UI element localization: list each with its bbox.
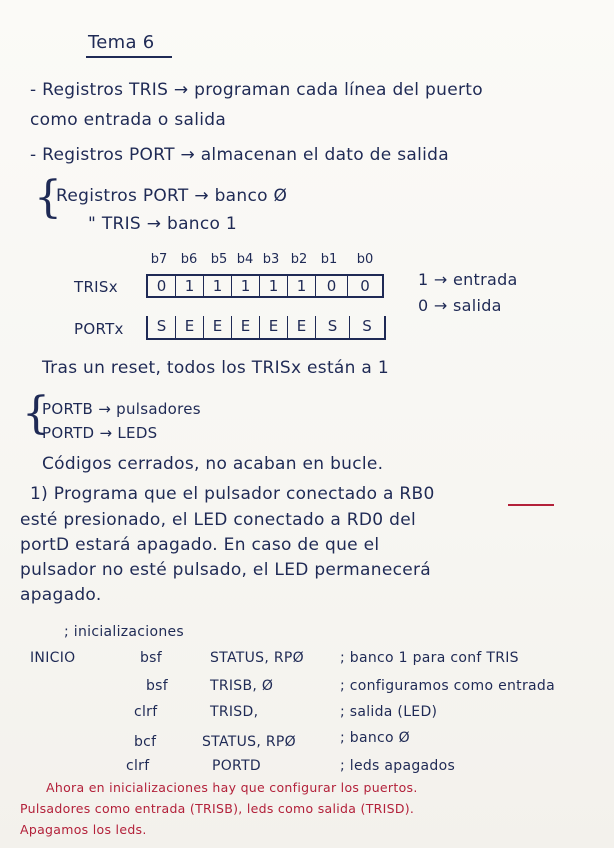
portx-bit: E bbox=[232, 316, 260, 338]
bullet-line-2: como entrada o salida bbox=[30, 110, 227, 130]
code-comment: ; configuramos como entrada bbox=[340, 678, 555, 694]
exercise-line-1: 1) Programa que el pulsador conectado a RB0 bbox=[30, 484, 435, 504]
portx-bit: S bbox=[316, 316, 350, 338]
legend-entrada: 1 → entrada bbox=[418, 270, 518, 289]
trisx-bit: 1 bbox=[176, 276, 204, 296]
trisx-bit: 1 bbox=[260, 276, 288, 296]
bit-label: b3 bbox=[262, 252, 280, 267]
trisx-bit: 1 bbox=[232, 276, 260, 296]
trisx-register bbox=[146, 274, 384, 298]
bullet-line-3: - Registros PORT → almacenan el dato de salida bbox=[30, 145, 449, 165]
code-args: TRISB, Ø bbox=[210, 678, 274, 694]
bit-label: b5 bbox=[210, 252, 228, 267]
portx-bit: E bbox=[176, 316, 204, 338]
code-args: TRISD, bbox=[210, 704, 259, 720]
bank-line-port: Registros PORT → banco Ø bbox=[56, 186, 288, 206]
bullet-line-1: - Registros TRIS → programan cada línea del puerto bbox=[30, 80, 483, 100]
portx-label: PORTx bbox=[74, 320, 124, 338]
exercise-line-5: apagado. bbox=[20, 585, 102, 605]
init-comment: ; inicializaciones bbox=[64, 624, 185, 640]
code-args: STATUS, RPØ bbox=[210, 650, 304, 666]
bit-label: b7 bbox=[150, 252, 168, 267]
code-op: clrf bbox=[134, 704, 158, 720]
code-op: bsf bbox=[146, 678, 169, 694]
code-op: bsf bbox=[140, 650, 163, 666]
exercise-line-4: pulsador no esté pulsado, el LED permanecerá bbox=[20, 560, 431, 580]
rb0-underline bbox=[508, 504, 554, 506]
red-note-line-3: Apagamos los leds. bbox=[20, 822, 147, 837]
title-underline bbox=[86, 56, 172, 58]
portx-bit: S bbox=[148, 316, 176, 338]
reset-note: Tras un reset, todos los TRISx están a 1 bbox=[42, 358, 389, 378]
red-note-line-1: Ahora en inicializaciones hay que configurar los puertos. bbox=[46, 780, 418, 795]
portb-line: PORTB → pulsadores bbox=[42, 400, 201, 418]
code-label: INICIO bbox=[30, 650, 76, 666]
portd-line: PORTD → LEDS bbox=[42, 424, 158, 442]
exercise-line-2: esté presionado, el LED conectado a RD0 del bbox=[20, 510, 416, 530]
trisx-bit: 0 bbox=[360, 277, 370, 295]
trisx-bit: 1 bbox=[288, 276, 316, 296]
trisx-bit: 0 bbox=[148, 276, 176, 296]
legend-salida: 0 → salida bbox=[418, 296, 502, 315]
bank-line-tris: " TRIS → banco 1 bbox=[88, 214, 238, 234]
bit-label: b2 bbox=[290, 252, 308, 267]
exercise-line-3: portD estará apagado. En caso de que el bbox=[20, 535, 380, 555]
bit-label: b1 bbox=[320, 252, 338, 267]
code-op: clrf bbox=[126, 758, 150, 774]
portx-bit: E bbox=[260, 316, 288, 338]
bit-label: b0 bbox=[356, 252, 374, 267]
trisx-bit: 1 bbox=[204, 276, 232, 296]
bit-label: b6 bbox=[180, 252, 198, 267]
code-comment: ; leds apagados bbox=[340, 758, 456, 774]
bit-label: b4 bbox=[236, 252, 254, 267]
code-args: PORTD bbox=[212, 758, 262, 774]
page-title: Tema 6 bbox=[88, 32, 155, 53]
portx-bit: E bbox=[204, 316, 232, 338]
code-comment: ; banco Ø bbox=[340, 730, 410, 746]
trisx-bit: 0 bbox=[316, 276, 348, 296]
closed-loop-note: Códigos cerrados, no acaban en bucle. bbox=[42, 454, 384, 474]
portx-register bbox=[146, 316, 386, 340]
ports-brace: { bbox=[22, 388, 50, 439]
portx-bit: S bbox=[362, 317, 372, 335]
bank-brace: { bbox=[34, 172, 62, 223]
code-comment: ; salida (LED) bbox=[340, 704, 438, 720]
red-note-line-2: Pulsadores como entrada (TRISB), leds como salida (TRISD). bbox=[20, 801, 415, 816]
code-op: bcf bbox=[134, 734, 157, 750]
trisx-label: TRISx bbox=[74, 278, 118, 296]
portx-bit: E bbox=[288, 316, 316, 338]
code-comment: ; banco 1 para conf TRIS bbox=[340, 650, 519, 666]
code-args: STATUS, RPØ bbox=[202, 734, 296, 750]
